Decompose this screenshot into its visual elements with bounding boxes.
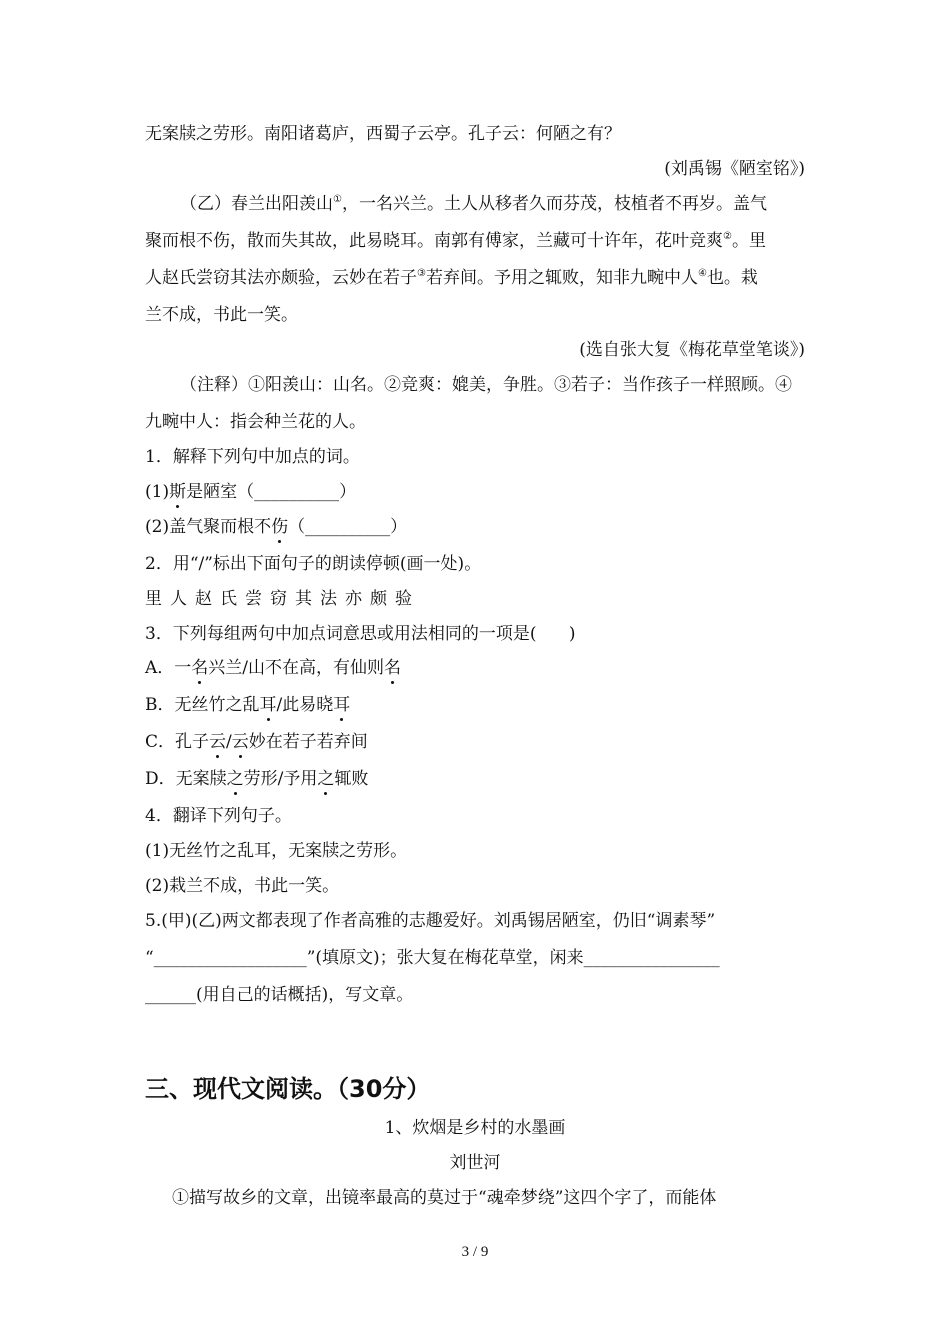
- dotted-word: 名: [384, 658, 402, 678]
- dotted-word: 耳: [259, 695, 277, 715]
- option-c: C．孔子云/云妙在若子若弃间: [145, 732, 368, 752]
- page-number: 3 / 9: [461, 1244, 489, 1260]
- question-4: 4．翻译下列句子。: [145, 806, 292, 826]
- article-title: 1、炊烟是乡村的水墨画: [384, 1118, 566, 1138]
- option-a: A．一名兴兰/山不在高，有仙则名: [145, 658, 402, 678]
- dotted-word: 斯: [169, 482, 187, 502]
- dotted-word: 伤: [271, 517, 289, 537]
- article-author: 刘世河: [449, 1153, 501, 1173]
- article-paragraph-1: ①描写故乡的文章，出镜率最高的莫过于“魂牵梦绕”这四个字了，而能体: [172, 1188, 717, 1208]
- text-line: 聚而根不伤，散而失其故，此易晓耳。南郭有傅家，兰藏可十许年，花叶竞爽②。里: [145, 231, 766, 251]
- footnote-marker: ③: [417, 268, 426, 279]
- option-d: D．无案牍之劳形/予用之辄败: [145, 769, 369, 789]
- footnote-marker: ②: [723, 231, 732, 242]
- question-5-line-3: ______(用自己的话概括)，写文章。: [145, 985, 414, 1005]
- text-line: 无案牍之劳形。南阳诸葛庐，西蜀子云亭。孔子云：何陋之有？: [145, 124, 621, 144]
- text-line: （乙）春兰出阳羡山①，一名兴兰。土人从移者久而芬茂，枝植者不再岁。盖气: [180, 194, 767, 214]
- text-line: 兰不成，书此一笑。: [145, 305, 298, 325]
- footnote-marker: ①: [333, 194, 342, 205]
- question-3: 3．下列每组两句中加点词意思或用法相同的一项是( ): [145, 624, 576, 644]
- question-5-line-2: “__________________”(填原文)；张大复在梅花草堂，闲来________________: [145, 948, 720, 968]
- option-b: B．无丝竹之乱耳/此易晓耳: [145, 695, 351, 715]
- question-1-item-1: (1)斯是陋室（__________）: [145, 482, 357, 502]
- footnote-marker: ④: [697, 268, 707, 279]
- dotted-word: 云: [231, 732, 249, 752]
- dotted-word: 名: [191, 658, 209, 678]
- question-2-sentence: 里人赵氏尝窃其法亦颇验: [145, 589, 420, 609]
- section-heading: 三、现代文阅读。（30分）: [145, 1075, 431, 1103]
- citation-jia: (刘禹锡《陋室铭》): [664, 159, 805, 179]
- question-1: 1．解释下列句中加点的词。: [145, 447, 360, 467]
- notes-line: （注释）①阳羡山：山名。②竞爽：媲美，争胜。③若子：当作孩子一样照顾。④: [180, 375, 792, 395]
- question-4-item-2: (2)栽兰不成，书此一笑。: [145, 876, 340, 896]
- dotted-word: 之: [317, 769, 335, 789]
- question-1-item-2: (2)盖气聚而根不伤（__________）: [145, 517, 408, 537]
- citation-yi: (选自张大复《梅花草堂笔谈》): [579, 340, 805, 360]
- question-5: 5.(甲)(乙)两文都表现了作者高雅的志趣爱好。刘禹锡居陋室，仍旧“调素琴”: [145, 911, 716, 931]
- dotted-word: 之: [226, 769, 244, 789]
- question-2: 2．用“/”标出下面句子的朗读停顿(画一处)。: [145, 554, 482, 574]
- dotted-word: 耳: [333, 695, 351, 715]
- notes-line: 九畹中人：指会种兰花的人。: [145, 412, 366, 432]
- question-4-item-1: (1)无丝竹之乱耳，无案牍之劳形。: [145, 841, 408, 861]
- dotted-word: 云: [209, 732, 227, 752]
- text-line: 人赵氏尝窃其法亦颇验，云妙在若子③若弃间。予用之辄败，知非九畹中人④也。栽: [145, 268, 758, 288]
